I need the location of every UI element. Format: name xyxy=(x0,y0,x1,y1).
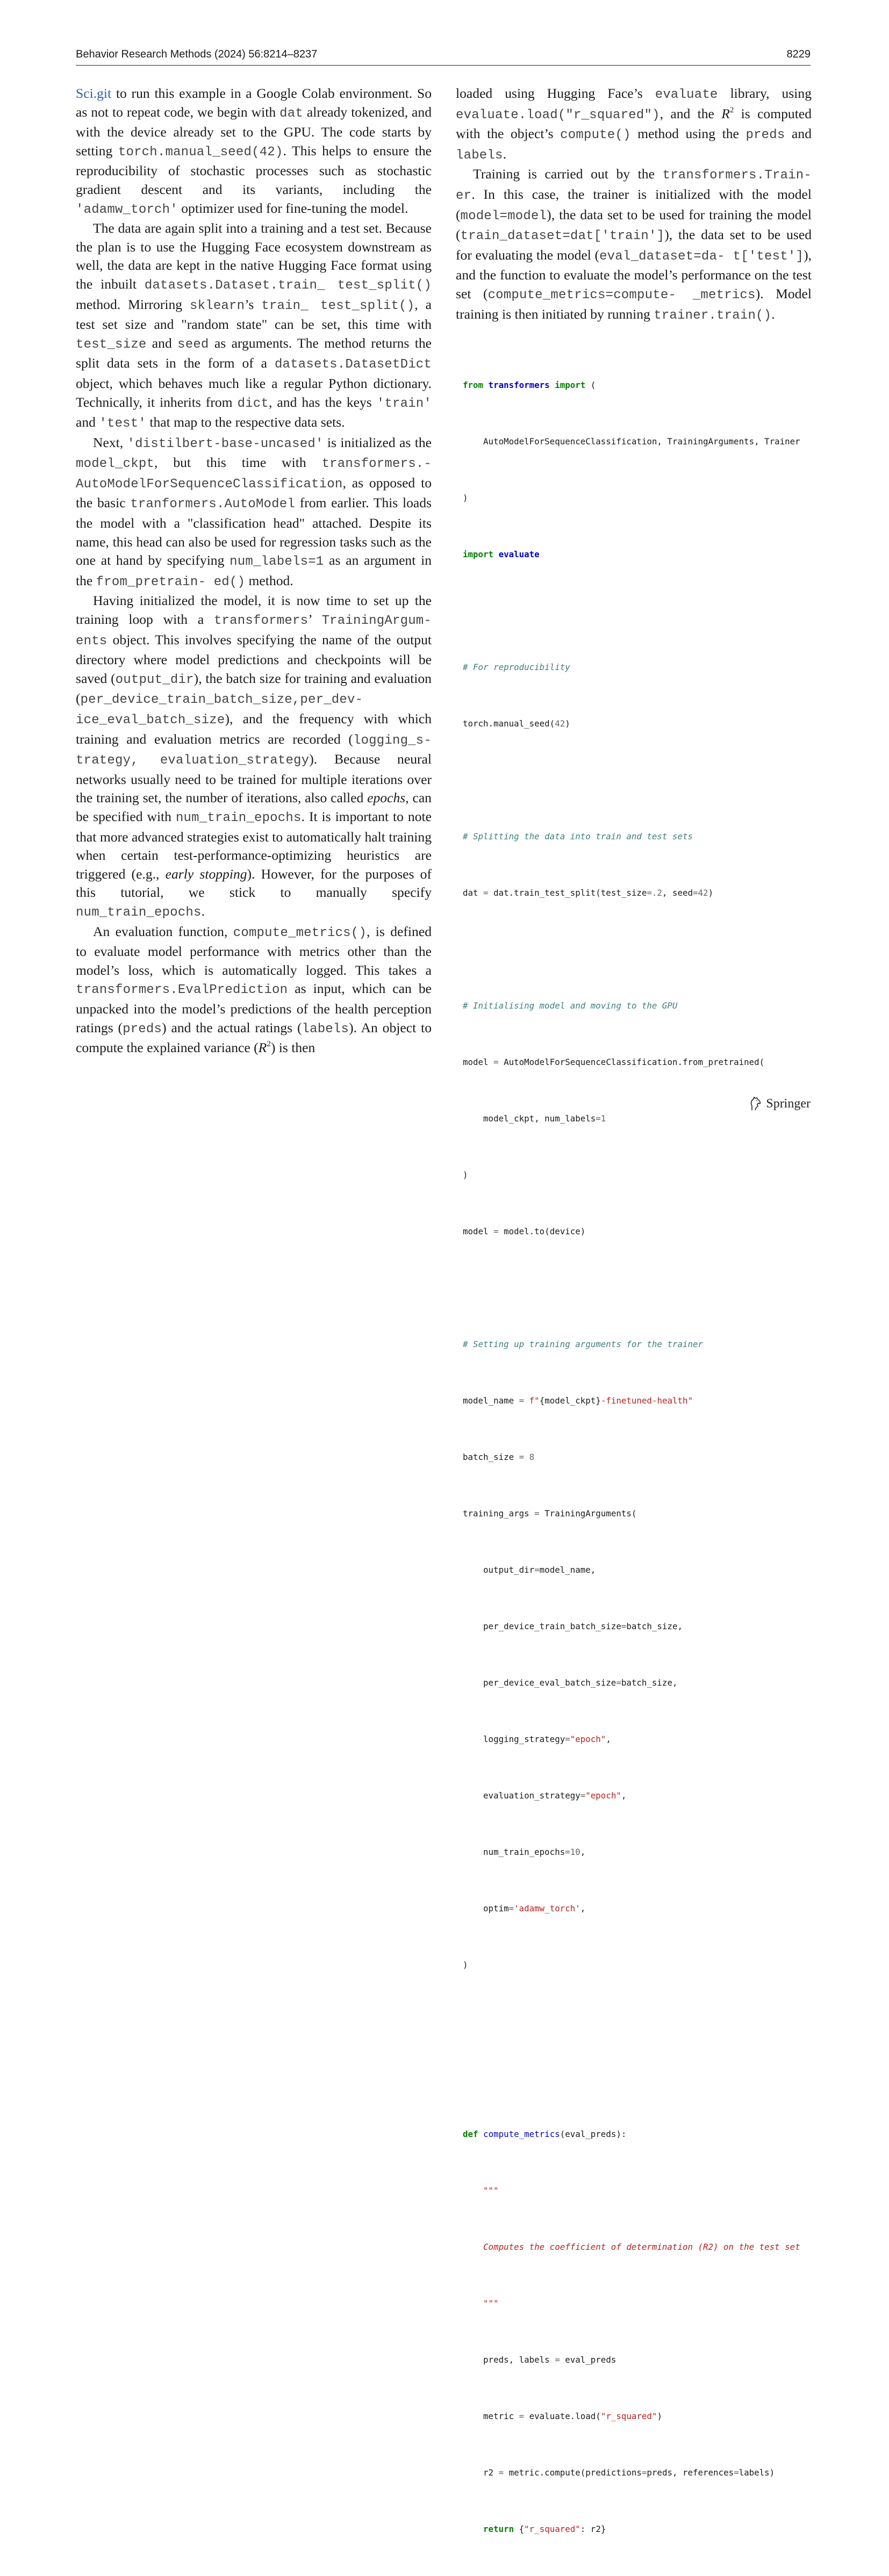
inline-code: dat xyxy=(279,106,303,121)
code-string: 'adamw_torch' xyxy=(514,1903,580,1913)
inline-code: trainer.train() xyxy=(654,308,772,323)
code-line xyxy=(463,1448,812,1466)
code-module: transformers xyxy=(483,380,550,390)
code-text: { xyxy=(514,2524,525,2534)
code-text: metric.compute(predictions xyxy=(504,2467,642,2478)
inline-code: 'test' xyxy=(99,416,146,431)
text: ). Model training is then initiated by running xyxy=(456,285,812,322)
text: and xyxy=(76,414,99,430)
code-line xyxy=(463,2294,812,2313)
code-operator: = xyxy=(580,1790,586,1801)
superscript: 2 xyxy=(729,105,734,114)
code-line xyxy=(463,1560,812,1579)
text: library, using xyxy=(718,85,812,101)
code-keyword: return xyxy=(483,2524,514,2534)
publisher-logo xyxy=(749,1096,811,1111)
inline-code: compute_metrics() xyxy=(233,925,367,940)
code-text: {model_ckpt} xyxy=(539,1395,601,1406)
code-operator: =.2 xyxy=(647,888,662,898)
code-text: preds, references xyxy=(647,2467,734,2478)
paragraph xyxy=(76,84,432,219)
code-line xyxy=(463,2350,812,2369)
inline-code: dict xyxy=(237,396,269,411)
text: object. This involves specifying the name of the output directory where model predictions and checkpoints will be saved ( xyxy=(76,631,432,686)
text: , can be specified with xyxy=(76,790,432,824)
text: , as opposed to the basic xyxy=(76,474,432,511)
text: method using the xyxy=(630,126,746,142)
code-keyword: import xyxy=(549,380,586,390)
inline-code: compute() xyxy=(560,128,631,143)
code-operator: = xyxy=(734,2467,739,2478)
inline-code: datasets.DatasetDict xyxy=(274,357,432,372)
code-text: model_name xyxy=(463,1395,519,1406)
text: . It is important to note that more advanced strategies exist to automatically halt training when certain test-performance-optimizing heuristics are triggered (e.g., xyxy=(76,808,432,882)
code-indent xyxy=(463,2185,483,2196)
code-operator: = xyxy=(498,2467,504,2478)
code-line xyxy=(463,432,812,451)
header-rule xyxy=(76,65,811,66)
code-number: 8 xyxy=(524,1452,535,1462)
code-comment: # Setting up training arguments for the trainer xyxy=(463,1339,703,1349)
code-line xyxy=(463,488,812,507)
code-line xyxy=(463,545,812,564)
code-operator: = xyxy=(519,1395,525,1406)
left-column xyxy=(76,84,432,1057)
code-line xyxy=(463,1955,812,1974)
code-text: per_device_eval_batch_size xyxy=(463,1678,616,1688)
inline-code: 'distilbert-base-uncased' xyxy=(127,436,324,451)
code-text: r2 xyxy=(463,2467,499,2478)
code-line xyxy=(463,2520,812,2538)
text: that map to the respective data sets. xyxy=(146,414,345,430)
text: method. Mirroring xyxy=(76,296,190,312)
code-line xyxy=(463,2125,812,2143)
math-symbol: R xyxy=(721,105,730,121)
code-line xyxy=(463,1335,812,1354)
code-text: output_dir xyxy=(463,1565,535,1575)
code-number: 42 xyxy=(555,718,565,729)
code-blank-line xyxy=(463,601,812,620)
code-operator: = xyxy=(616,1678,621,1688)
right-column xyxy=(456,84,812,325)
text: . xyxy=(503,146,507,162)
inline-code: eval_dataset=da- t['test'] xyxy=(599,249,804,264)
code-comment: # Splitting the data into train and test sets xyxy=(463,831,693,841)
text: and xyxy=(146,335,178,351)
code-text: model xyxy=(463,1226,494,1236)
text: , and the xyxy=(659,105,722,121)
paragraph xyxy=(76,923,432,1057)
code-text: ) xyxy=(657,2411,662,2421)
code-line xyxy=(463,2463,812,2482)
code-line xyxy=(463,2181,812,2200)
code-line xyxy=(463,2407,812,2426)
code-text: per_device_train_batch_size xyxy=(463,1621,621,1631)
code-docstring: """ xyxy=(483,2185,499,2196)
code-string: -finetuned-health" xyxy=(600,1395,693,1406)
code-text: evaluation_strategy xyxy=(463,1790,580,1801)
code-text: eval_preds xyxy=(560,2355,616,2365)
code-operator: = xyxy=(621,1621,627,1631)
code-text: , xyxy=(580,1847,586,1857)
text: , is defined to evaluate model performance with metrics other than the model’s loss, which is automatically logged. This takes a xyxy=(76,923,432,978)
paragraph xyxy=(76,434,432,592)
code-text: TrainingArguments( xyxy=(539,1508,637,1519)
superscript: 2 xyxy=(267,1040,271,1049)
text: An evaluation function, xyxy=(93,923,233,939)
text: ) is then xyxy=(270,1040,316,1056)
code-line xyxy=(463,996,812,1015)
code-line xyxy=(463,1504,812,1523)
code-text: labels) xyxy=(739,2467,775,2478)
inline-code: test_size xyxy=(76,337,147,352)
emphasis: early stopping xyxy=(165,866,247,882)
text: , but this time with xyxy=(154,455,322,471)
inline-code: transformers.- AutoModelForSequenceClassification xyxy=(76,457,432,492)
text: ’ xyxy=(308,611,322,628)
code-operator: = xyxy=(565,1734,570,1744)
repository-link[interactable]: Sci.git xyxy=(76,85,112,101)
inline-code: datasets.Dataset.train_ test_split() xyxy=(144,278,432,293)
code-operator: = xyxy=(534,1508,540,1519)
code-text: dat xyxy=(463,888,484,898)
code-string: "epoch" xyxy=(570,1734,606,1744)
text: Having initialized the model, it is now time to set up the training loop with a xyxy=(76,593,432,628)
code-line xyxy=(463,827,812,846)
code-blank-line xyxy=(463,1278,812,1297)
inline-code: output_dir xyxy=(115,672,194,687)
code-text: model.to(device) xyxy=(498,1226,586,1236)
inline-code: preds xyxy=(123,1021,162,1037)
code-text: num_train_epochs xyxy=(463,1847,565,1857)
code-text: optim xyxy=(463,1903,509,1913)
code-string: "r_squared" xyxy=(524,2524,580,2534)
paragraph xyxy=(456,84,812,165)
code-comment: # Initialising model and moving to the GPU xyxy=(463,1001,678,1011)
code-indent xyxy=(463,2298,483,2308)
text: ), and the frequency with which training and evaluation metrics are recorded ( xyxy=(76,711,432,747)
inline-code: transformers.EvalPrediction xyxy=(76,983,288,998)
code-text: batch_size, xyxy=(626,1621,683,1631)
code-operator: = xyxy=(534,1565,540,1575)
code-text: , xyxy=(580,1903,586,1913)
inline-code: seed xyxy=(177,337,209,352)
text: ), the data set to be used for evaluating the model ( xyxy=(456,227,812,263)
code-line xyxy=(463,1222,812,1241)
code-text: ) xyxy=(565,718,570,729)
text: . xyxy=(201,903,205,919)
inline-code: num_train_epochs xyxy=(76,905,202,920)
paragraph xyxy=(76,219,432,434)
text: ), the data set to be used for training the model ( xyxy=(456,206,812,243)
code-text: batch_size xyxy=(463,1452,519,1462)
text: ). However, for the purposes of this tutorial, we stick to manually specify xyxy=(76,866,432,901)
code-line xyxy=(463,1165,812,1184)
code-blank-line xyxy=(463,940,812,959)
code-blank-line xyxy=(463,771,812,789)
inline-code: compute_metrics=compute- _metrics xyxy=(487,287,756,303)
code-docstring: Computes the coefficient of determination (R2) on the test set xyxy=(483,2242,800,2252)
code-line xyxy=(463,714,812,733)
code-keyword: import xyxy=(463,549,494,559)
journal-citation: Behavior Research Methods (2024) 56:8214–8237 xyxy=(76,48,318,60)
code-text: , xyxy=(621,1790,627,1801)
code-text: model_name, xyxy=(539,1565,596,1575)
code-line xyxy=(463,1673,812,1692)
inline-code: num_labels=1 xyxy=(230,555,324,570)
inline-code: tranformers.AutoModel xyxy=(130,497,295,512)
code-text: (eval_preds): xyxy=(560,2129,627,2139)
code-text: AutoModelForSequenceClassification, TrainingArguments, Trainer xyxy=(463,436,800,447)
code-text: logging_strategy xyxy=(463,1734,565,1744)
code-operator: = xyxy=(519,2411,525,2421)
inline-code: labels xyxy=(456,148,503,163)
code-text: ) xyxy=(463,1170,468,1180)
code-text: : r2} xyxy=(580,2524,606,2534)
code-operator: = xyxy=(641,2467,647,2478)
inline-code: model_ckpt xyxy=(76,457,155,472)
code-text: training_args xyxy=(463,1508,535,1519)
inline-code: 'train' xyxy=(376,396,432,411)
code-operator: = xyxy=(555,2355,560,2365)
code-text: batch_size, xyxy=(621,1678,678,1688)
code-blank-line xyxy=(463,2012,812,2031)
inline-code: labels xyxy=(302,1021,349,1037)
paragraph xyxy=(76,592,432,922)
inline-code: from_pretrain- ed() xyxy=(96,574,246,589)
code-text: evaluate.load( xyxy=(524,2411,601,2421)
text: is initialized as the xyxy=(323,434,432,450)
text: , and has the keys xyxy=(269,394,377,410)
text: loaded using Hugging Face’s xyxy=(456,85,655,101)
inline-code: train_ test_split() xyxy=(261,298,415,313)
inline-code: torch.manual_seed(42) xyxy=(118,145,283,160)
paragraph xyxy=(456,165,812,325)
text: method. xyxy=(245,572,293,588)
code-text: metric xyxy=(463,2411,519,2421)
code-text: , seed xyxy=(662,888,693,898)
code-keyword: def xyxy=(463,2129,478,2139)
code-operator: = xyxy=(596,1113,601,1124)
code-indent xyxy=(463,2524,483,2534)
text: as arguments. The method returns the split data sets in the form of a xyxy=(76,335,432,371)
publisher-name: Springer xyxy=(766,1096,811,1111)
code-string: "epoch" xyxy=(585,1790,621,1801)
code-number: 1 xyxy=(600,1113,606,1124)
code-line xyxy=(463,1617,812,1636)
text: ) and the actual ratings ( xyxy=(162,1019,302,1035)
code-operator: = xyxy=(693,888,698,898)
code-docstring: """ xyxy=(483,2298,499,2308)
text: optimizer used for fine-tuning the model. xyxy=(177,200,408,216)
code-text: dat.train_test_split(test_size xyxy=(488,888,647,898)
inline-code: num_train_epochs xyxy=(175,810,302,825)
text: ). Because neural networks usually need to be trained for multiple iterations over the training set, the number of iterations, also called xyxy=(76,751,432,806)
text: . This helps to ensure the reproducibility of stochastic processes such as stochastic gradient descent and its variants, including the xyxy=(76,142,432,197)
inline-code: evaluate xyxy=(655,88,718,102)
text: The data are again split into a training and a test set. Because the plan is to use the Hugging Face ecosystem downstream as well, the data are kept in the native Hugging Face format using the inbuilt xyxy=(76,220,432,292)
code-indent xyxy=(463,2242,483,2252)
code-text: , xyxy=(606,1734,611,1744)
code-string: f" xyxy=(524,1395,540,1406)
inline-code: 'adamw_torch' xyxy=(76,202,178,217)
code-operator: = xyxy=(565,1847,570,1857)
code-operator: = xyxy=(493,1226,499,1236)
text: as input, which can be unpacked into the model’s predictions of the health perception ratings ( xyxy=(76,981,432,1035)
inline-code: per_device_train_batch_size,per_dev- ice_eval_batch_size xyxy=(76,693,363,728)
text: ’s xyxy=(245,296,262,312)
inline-code: transformers.Train- er xyxy=(456,168,812,203)
inline-code: preds xyxy=(745,128,785,143)
code-text: torch.manual_seed( xyxy=(463,718,555,729)
text: already tokenized, and with the device already set to the GPU. The code starts by setting xyxy=(76,104,432,159)
code-text: model_ckpt, num_labels xyxy=(463,1113,596,1124)
code-string: "r_squared" xyxy=(600,2411,657,2421)
springer-horse-icon xyxy=(749,1096,763,1111)
code-line xyxy=(463,1730,812,1748)
text: as an argument in the xyxy=(76,552,432,588)
emphasis: epochs xyxy=(367,790,406,806)
inline-code: model=model xyxy=(460,208,547,224)
code-number: 10 xyxy=(570,1847,580,1857)
code-line xyxy=(463,1109,812,1128)
code-text: ) xyxy=(708,888,714,898)
text: ). An object to compute the explained variance ( xyxy=(76,1019,432,1056)
text: object, which behaves much like a regular Python dictionary. Technically, it inherits from xyxy=(76,375,432,410)
code-blank-line xyxy=(463,2068,812,2087)
inline-code: sklearn xyxy=(190,298,245,313)
inline-code: train_dataset=dat['train'] xyxy=(460,229,665,244)
text: and xyxy=(785,126,812,142)
text: . In this case, the trainer is initialized with the model ( xyxy=(456,186,812,222)
text: ), the batch size for training and evaluation ( xyxy=(76,670,432,707)
code-number: 42 xyxy=(698,888,708,898)
inline-code: TrainingArgum- ents xyxy=(76,614,432,649)
code-listing xyxy=(463,338,812,2576)
code-keyword: from xyxy=(463,380,484,390)
code-text: ( xyxy=(585,380,596,390)
code-line xyxy=(463,2237,812,2256)
text: from earlier. This loads the model with a "classification head" attached. Despite its name, this head can also be used for regression tasks such as the one at hand by specifying xyxy=(76,495,432,569)
code-operator: = xyxy=(508,1903,514,1913)
inline-code: logging_s- trategy, evaluation_strategy xyxy=(76,733,432,768)
code-line xyxy=(463,376,812,394)
code-comment: # For reproducibility xyxy=(463,662,570,672)
text: ), and the function to evaluate the model’s performance on the test set ( xyxy=(456,247,812,301)
code-module: evaluate xyxy=(493,549,540,559)
code-line xyxy=(463,1899,812,1918)
text: is computed with the object’s xyxy=(456,105,812,142)
code-operator: = xyxy=(519,1452,525,1462)
inline-code: evaluate.load("r_squared") xyxy=(456,107,660,123)
code-line xyxy=(463,1786,812,1805)
code-text: model xyxy=(463,1057,494,1067)
math-symbol: R xyxy=(258,1040,267,1056)
code-line xyxy=(463,883,812,902)
code-text: preds, labels xyxy=(463,2355,555,2365)
code-line xyxy=(463,1053,812,1071)
code-operator: = xyxy=(483,888,489,898)
code-function-name: compute_metrics xyxy=(478,2129,560,2139)
code-line xyxy=(463,1391,812,1410)
text: Training is carried out by the xyxy=(473,166,663,182)
text: . xyxy=(771,306,775,322)
inline-code: transformers xyxy=(213,614,309,629)
code-operator: = xyxy=(493,1057,499,1067)
code-text: ) xyxy=(463,493,468,503)
code-line xyxy=(463,658,812,677)
text: , a test set size and "random state" can be set, this time with xyxy=(76,296,432,333)
code-line xyxy=(463,1843,812,1861)
text: Next, xyxy=(93,434,127,450)
code-text: AutoModelForSequenceClassification.from_pretrained( xyxy=(498,1057,765,1067)
text: to run this example in a Google Colab environment. So as not to repeat code, we begin with xyxy=(76,85,432,120)
code-text: ) xyxy=(463,1960,468,1970)
page-number: 8229 xyxy=(786,48,811,60)
